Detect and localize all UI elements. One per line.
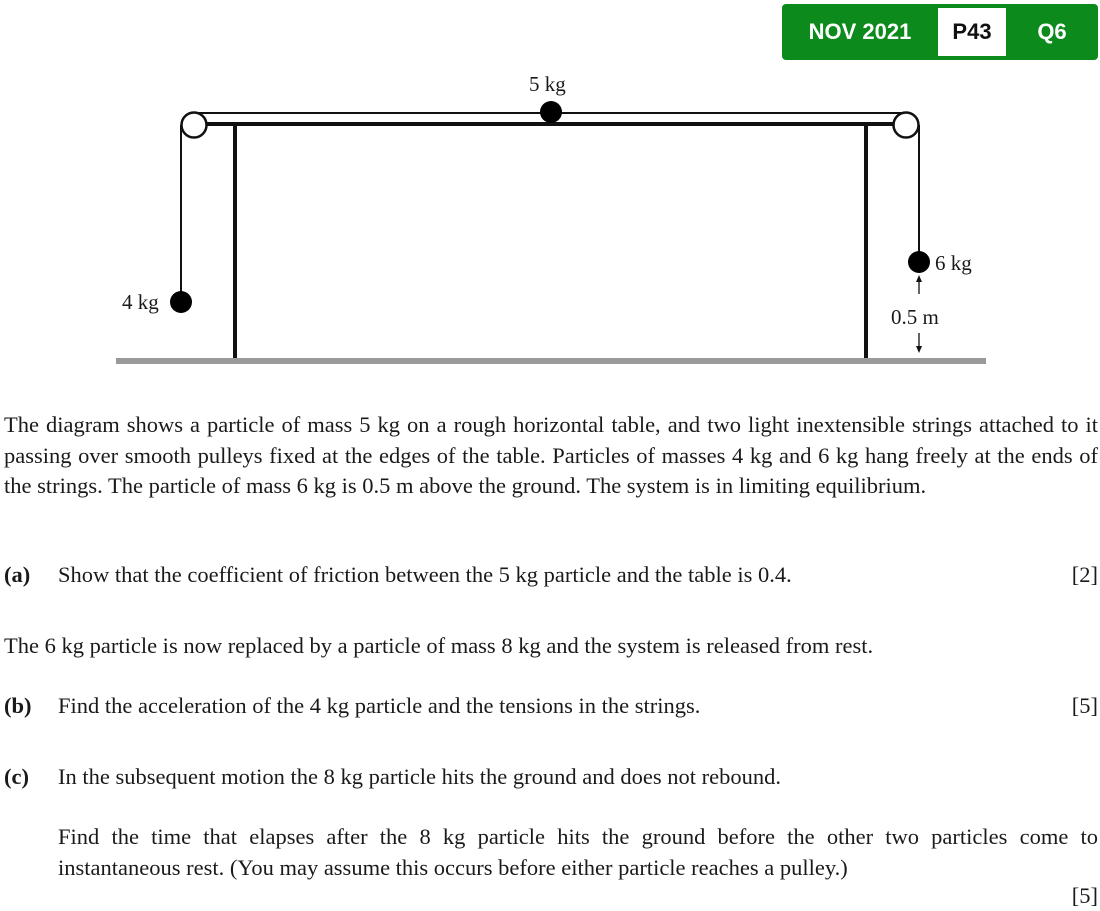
part-a	[4, 560, 1098, 590]
question-number: Q6	[1037, 19, 1067, 44]
particle-5kg	[540, 101, 562, 123]
pulley-left	[182, 113, 207, 138]
arrow-head-up	[916, 275, 922, 282]
part-a-marks: [2]	[1071, 562, 1098, 587]
exam-session: NOV 2021	[808, 19, 912, 44]
label-5kg: 5 kg	[529, 72, 566, 96]
pulley-right	[894, 113, 919, 138]
part-b-label: (b)	[4, 693, 32, 718]
particle-4kg	[170, 291, 192, 313]
label-6kg: 6 kg	[935, 251, 972, 275]
middle-statement	[4, 631, 1098, 661]
part-c-label: (c)	[4, 764, 29, 789]
pulley-diagram	[0, 60, 1100, 370]
part-c-marks: [5]	[1071, 883, 1098, 908]
question-reference-badge	[782, 4, 1098, 60]
particle-6kg	[908, 251, 930, 273]
part-c-followup: Find the time that elapses after the 8 kg particle hits the ground before the other two particles come to instantaneous rest. (You may assume this occurs before either particle reaches a pulley.)	[58, 824, 1098, 880]
part-b-text: Find the acceleration of the 4 kg particle and the tensions in the strings.	[58, 693, 701, 718]
intro-paragraph: The diagram shows a particle of mass 5 kg on a rough horizontal table, and two light inextensible strings attached to it passing over smooth pulleys fixed at the edges of the table. Particles of masses 4 kg and 6 kg hang freely at the ends of the strings. The particle of mass 6 kg is 0.5 m above the ground. The system is in limiting equilibrium.	[4, 412, 1098, 498]
part-a-label: (a)	[4, 562, 31, 587]
paper-code: P43	[938, 8, 1006, 56]
part-c-text: In the subsequent motion the 8 kg particle hits the ground and does not rebound.	[58, 764, 781, 789]
arrow-head-down	[916, 346, 922, 353]
part-c	[4, 762, 1098, 792]
part-a-text: Show that the coefficient of friction between the 5 kg particle and the table is 0.4.	[58, 562, 792, 587]
part-b-marks: [5]	[1071, 693, 1098, 718]
middle-text: The 6 kg particle is now replaced by a particle of mass 8 kg and the system is released from rest.	[4, 633, 874, 658]
ground	[116, 358, 986, 364]
label-height: 0.5 m	[891, 305, 939, 329]
label-4kg: 4 kg	[122, 290, 159, 314]
part-b	[4, 691, 1098, 721]
